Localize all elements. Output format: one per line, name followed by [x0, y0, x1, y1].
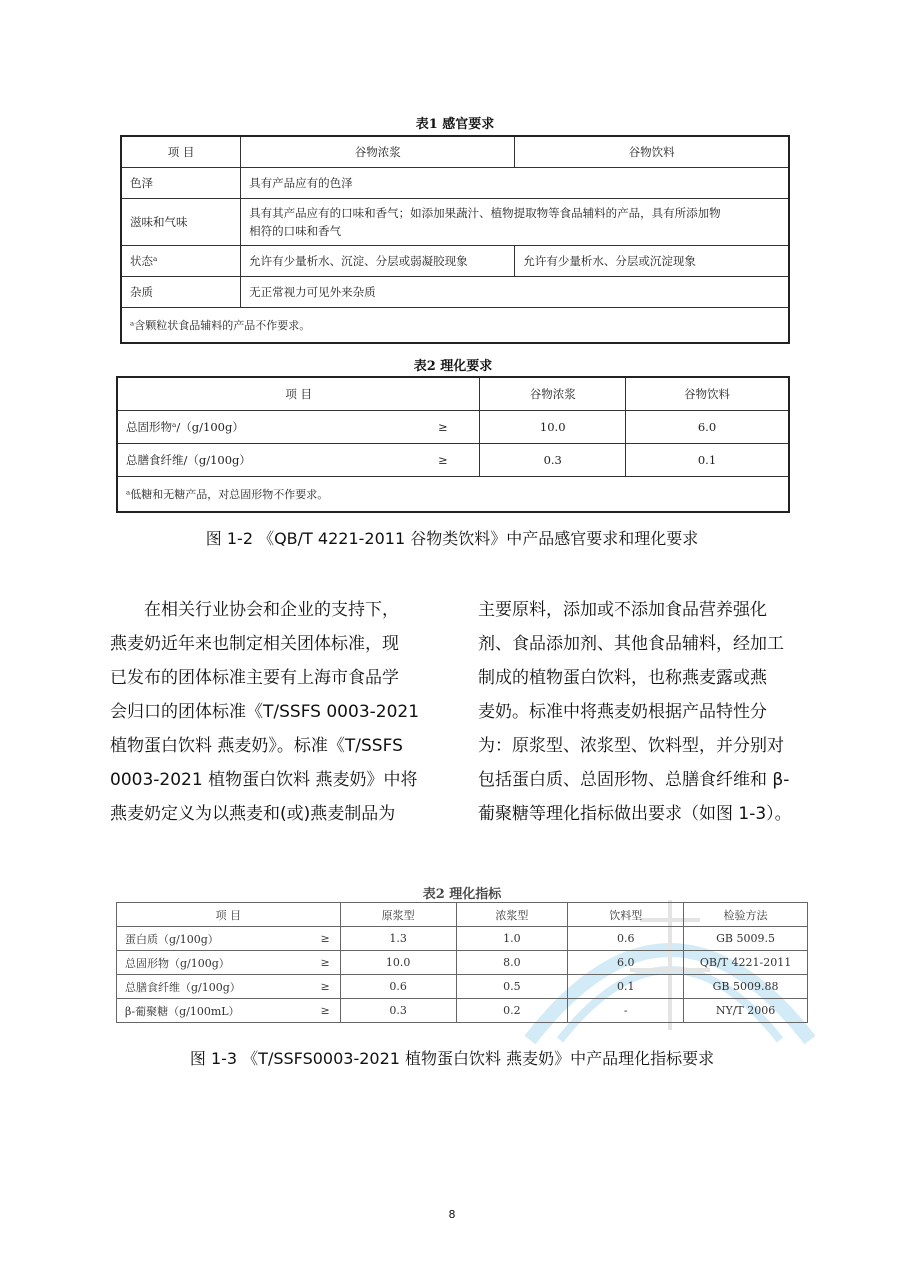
row-operator: ≥	[286, 975, 340, 999]
row-item: 色泽	[121, 168, 241, 199]
row-method: QB/T 4221-2011	[684, 951, 808, 975]
text-line: 包括蛋白质、总固形物、总膳食纤维和 β-	[478, 770, 790, 790]
table-header-row	[117, 377, 789, 411]
text-line: 为：原浆型、浓浆型、饮料型，并分别对	[478, 736, 784, 756]
row-value: 允许有少量析水、分层或沉淀现象	[515, 246, 789, 277]
header-original-type: 原浆型	[340, 903, 456, 927]
row-item: 总固形物（g/100g）	[117, 951, 287, 975]
text-line: 在相关行业协会和企业的支持下，	[110, 600, 399, 620]
page-number: 8	[448, 1208, 456, 1221]
table-row	[121, 199, 789, 246]
row-value: 8.0	[456, 951, 568, 975]
row-value: 1.0	[456, 927, 568, 951]
row-value: 无正常视力可见外来杂质	[241, 277, 789, 308]
text-line: 麦奶。标准中将燕麦奶根据产品特性分	[478, 702, 767, 722]
row-value: 0.1	[568, 975, 684, 999]
text-line: 燕麦奶近年来也制定相关团体标准，现	[110, 634, 399, 654]
sensory-requirements-table	[120, 135, 790, 344]
table1-caption: 表1 感官要求	[415, 117, 495, 132]
row-item: 杂质	[121, 277, 241, 308]
text-line: 葡聚糖等理化指标做出要求（如图 1-3）。	[478, 804, 792, 824]
table-row	[121, 277, 789, 308]
row-value: 10.0	[340, 951, 456, 975]
table-row	[117, 999, 808, 1023]
table-row	[121, 168, 789, 199]
row-value	[241, 199, 789, 246]
table-row	[117, 444, 789, 477]
row-operator: ≥	[406, 411, 480, 444]
table-note-row	[121, 308, 789, 344]
oat-milk-physicochemical-table	[116, 902, 808, 1023]
table-row	[117, 951, 808, 975]
row-item: 滋味和气味	[121, 199, 241, 246]
row-operator: ≥	[286, 951, 340, 975]
header-item: 项 目	[117, 377, 480, 411]
header-thick-type: 浓浆型	[456, 903, 568, 927]
text-line: 制成的植物蛋白饮料，也称燕麦露或燕	[478, 668, 767, 688]
text-line: 已发布的团体标准主要有上海市食品学	[110, 668, 399, 688]
table-header-row	[121, 136, 789, 168]
text-line: 植物蛋白饮料 燕麦奶》。标准《T/SSFS	[110, 736, 403, 756]
table-row	[117, 411, 789, 444]
row-item: 总膳食纤维/（g/100g）	[117, 444, 406, 477]
table-row	[117, 927, 808, 951]
header-cereal-drink: 谷物饮料	[626, 377, 790, 411]
physicochemical-requirements-table	[116, 376, 790, 513]
row-value: 0.2	[456, 999, 568, 1023]
text-line: 主要原料，添加或不添加食品营养强化	[478, 600, 767, 620]
row-item: 状态ᵃ	[121, 246, 241, 277]
text-line: 会归口的团体标准《T/SSFS 0003-2021	[110, 702, 420, 722]
figure-caption: 图 1-3 《T/SSFS0003-2021 植物蛋白饮料 燕麦奶》中产品理化指标要求	[189, 1049, 715, 1068]
row-value: 10.0	[480, 411, 626, 444]
row-value-line: 具有其产品应有的口味和香气；如添加果蔬汁、植物提取物等食品辅料的产品，具有所添加物	[249, 206, 721, 220]
row-item: 总膳食纤维（g/100g）	[117, 975, 287, 999]
table-note-row	[117, 477, 789, 513]
row-value-line: 相符的口味和香气	[249, 224, 342, 238]
row-item: β-葡聚糖（g/100mL）	[117, 999, 287, 1023]
header-drink-type: 饮料型	[568, 903, 684, 927]
header-item: 项 目	[121, 136, 241, 168]
header-cereal-drink: 谷物饮料	[515, 136, 789, 168]
row-value: 允许有少量析水、沉淀、分层或弱凝胶现象	[241, 246, 515, 277]
row-value: 0.1	[626, 444, 790, 477]
table-header-row	[117, 903, 808, 927]
row-value: 0.3	[340, 999, 456, 1023]
table-row	[117, 975, 808, 999]
table2-caption: 表2 理化要求	[413, 359, 493, 374]
header-item: 项 目	[117, 903, 341, 927]
header-test-method: 检验方法	[684, 903, 808, 927]
table-row	[121, 246, 789, 277]
body-text-left-column	[110, 593, 430, 831]
figure-caption: 图 1-2 《QB/T 4221-2011 谷物类饮料》中产品感官要求和理化要求	[205, 529, 699, 548]
row-item: 总固形物ᵃ/（g/100g）	[117, 411, 406, 444]
table3-caption: 表2 理化指标	[422, 887, 502, 902]
text-line: 剂、食品添加剂、其他食品辅料，经加工	[478, 634, 784, 654]
text-line: 0003-2021 植物蛋白饮料 燕麦奶》中将	[110, 770, 418, 790]
row-operator: ≥	[286, 927, 340, 951]
row-method: GB 5009.5	[684, 927, 808, 951]
header-cereal-thick: 谷物浓浆	[241, 136, 515, 168]
row-method: NY/T 2006	[684, 999, 808, 1023]
row-value: 6.0	[568, 951, 684, 975]
row-method: GB 5009.88	[684, 975, 808, 999]
row-value: 0.6	[340, 975, 456, 999]
row-value: 具有产品应有的色泽	[241, 168, 789, 199]
row-value: 0.6	[568, 927, 684, 951]
row-value: 6.0	[626, 411, 790, 444]
row-value: 0.3	[480, 444, 626, 477]
row-value: 1.3	[340, 927, 456, 951]
row-value: 0.5	[456, 975, 568, 999]
header-cereal-thick: 谷物浓浆	[480, 377, 626, 411]
row-value: -	[568, 999, 684, 1023]
row-operator: ≥	[286, 999, 340, 1023]
row-item: 蛋白质（g/100g）	[117, 927, 287, 951]
table-note: ᵃ低糖和无糖产品，对总固形物不作要求。	[117, 477, 789, 513]
body-text-right-column	[478, 593, 808, 831]
table-note: ᵃ含颗粒状食品辅料的产品不作要求。	[121, 308, 789, 344]
text-line: 燕麦奶定义为以燕麦和(或)燕麦制品为	[110, 804, 396, 824]
row-operator: ≥	[406, 444, 480, 477]
